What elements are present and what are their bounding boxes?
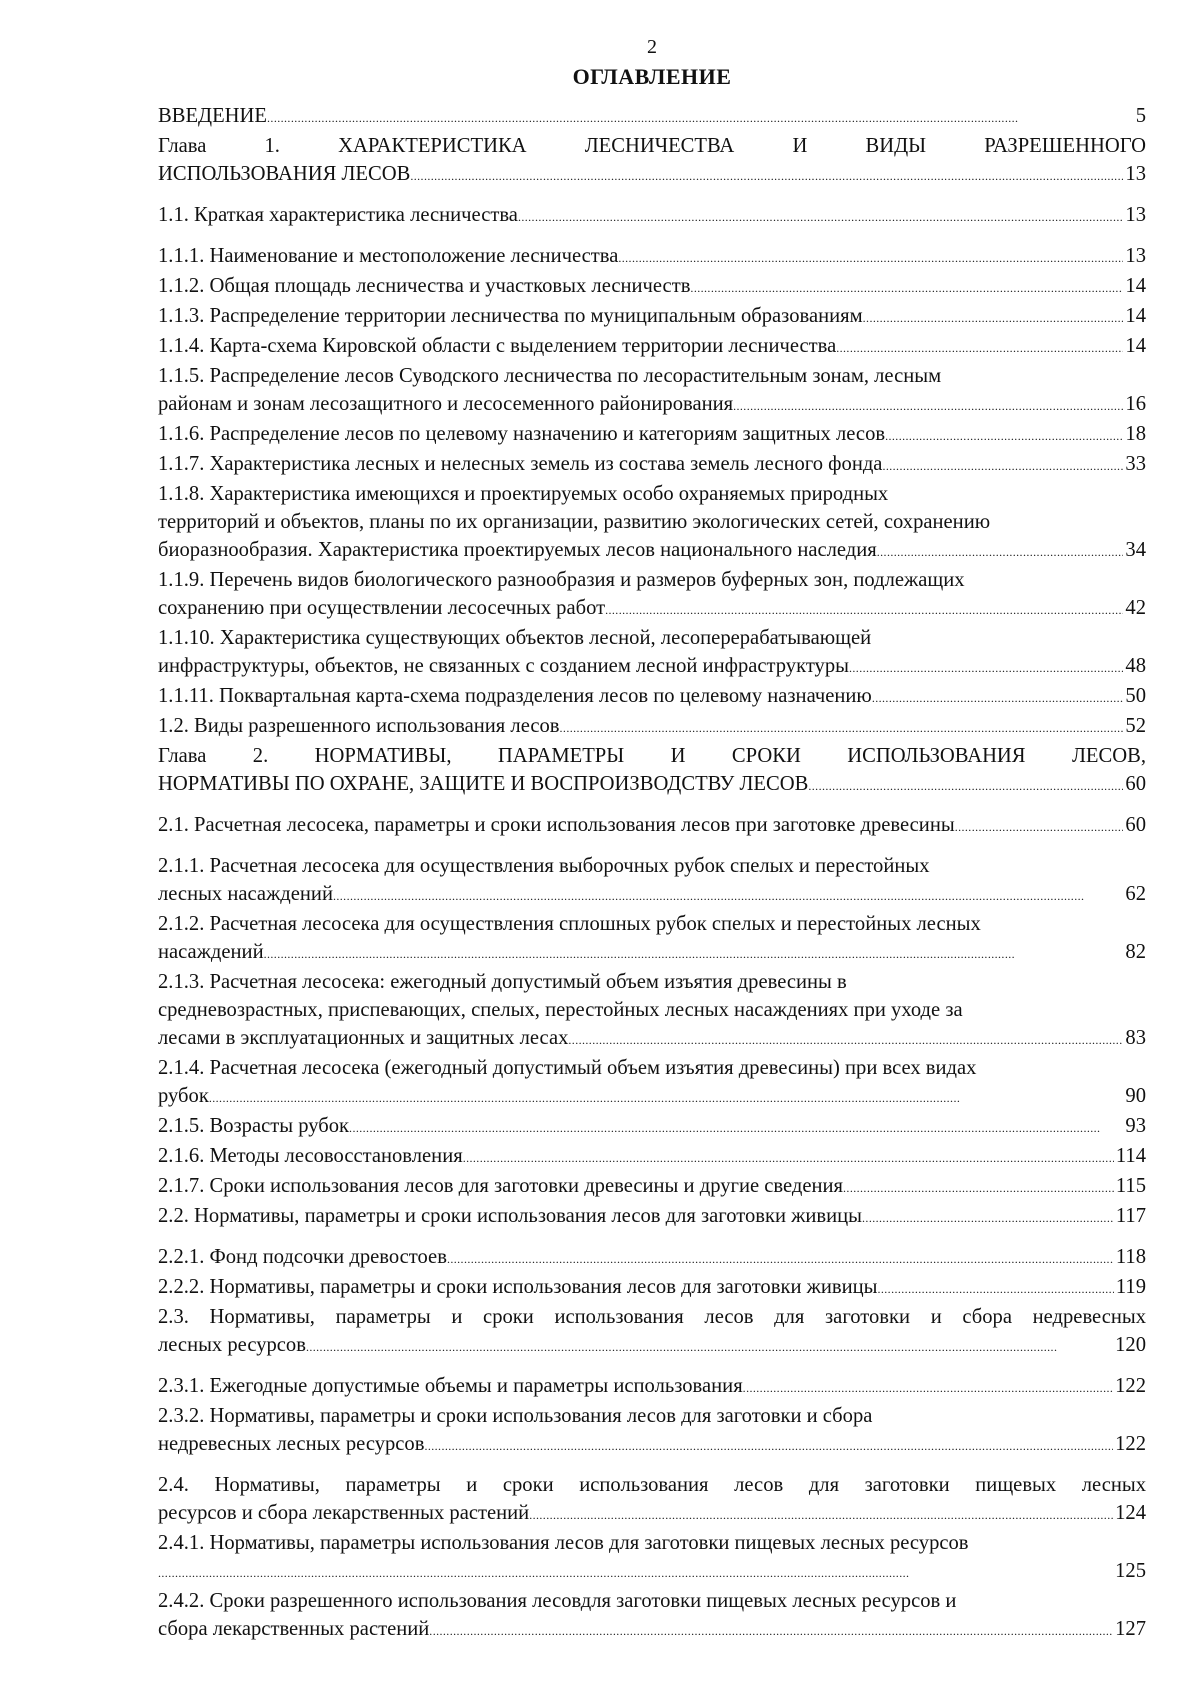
toc-page-number: 124: [1115, 1502, 1146, 1524]
toc-entry-title: 2.2. Нормативы, параметры и сроки использования лесов для заготовки живицы: [158, 1205, 863, 1227]
dot-leader: [862, 1202, 1114, 1232]
toc-entry-title: ресурсов и сбора лекарственных растений: [158, 1502, 530, 1524]
toc-entry-line: 2.1.1. Расчетная лесосека для осуществления выборочных рубок спелых и перестойных: [158, 855, 930, 877]
dot-leader: [836, 332, 1123, 362]
toc-entry-title: 2.1. Расчетная лесосека, параметры и сроки использования лесов при заготовке древесины: [158, 814, 955, 836]
toc-entry-line: 2.3.2. Нормативы, параметры и сроки использования лесов для заготовки и сбора: [158, 1405, 873, 1427]
dot-leader: [877, 536, 1124, 566]
toc-entry-last-line: [158, 160, 1146, 190]
toc-page-number: 122: [1115, 1433, 1146, 1455]
toc-page-number: 60: [1125, 814, 1146, 836]
toc-entry[interactable]: [158, 1243, 1146, 1273]
toc-entry-line: 1.1.9. Перечень видов биологического разнообразия и размеров буферных зон, подлежащих: [158, 569, 965, 591]
toc-page-number: 125: [1115, 1560, 1146, 1582]
toc-entry-title: 1.2. Виды разрешенного использования лесов: [158, 715, 560, 737]
toc-entry[interactable]: [158, 1273, 1146, 1303]
toc-entry[interactable]: [158, 1402, 1146, 1460]
toc-entry-line: 2.1.2. Расчетная лесосека для осуществления сплошных рубок спелых и перестойных лесных: [158, 913, 981, 935]
toc-page-number: 117: [1115, 1205, 1146, 1227]
toc-entry[interactable]: [158, 1529, 1146, 1587]
dot-leader: [808, 770, 1123, 800]
toc-entry-last-line: [158, 390, 1146, 420]
toc-entry-last-line: [158, 332, 1146, 362]
dot-leader: [743, 1372, 1113, 1402]
dot-leader: [849, 652, 1123, 682]
toc-page-number: 50: [1125, 685, 1146, 707]
toc-page-number: 118: [1115, 1246, 1146, 1268]
toc-entry-line: 2.1.3. Расчетная лесосека: ежегодный допустимый объем изъятия древесины в: [158, 971, 847, 993]
toc-entry[interactable]: [158, 1471, 1146, 1529]
toc-entry-title: недревесных лесных ресурсов: [158, 1433, 425, 1455]
toc-entry-last-line: [158, 712, 1146, 742]
toc-entry-line: 2.4. Нормативы, параметры и сроки использования лесов для заготовки пищевых лесных: [158, 1474, 1146, 1496]
dot-leader: [333, 880, 1123, 910]
toc-entry[interactable]: [158, 201, 1146, 231]
toc-page-number: 33: [1125, 453, 1146, 475]
dot-leader: [429, 1615, 1113, 1645]
toc-entry[interactable]: [158, 480, 1146, 566]
toc-entry-title: 1.1.2. Общая площадь лесничества и участковых лесничеств: [158, 275, 691, 297]
toc-entry[interactable]: [158, 910, 1146, 968]
toc-entry-last-line: [158, 1331, 1146, 1361]
toc-entry-line: 1.1.10. Характеристика существующих объектов лесной, лесоперерабатывающей: [158, 627, 872, 649]
toc-entry-last-line: [158, 302, 1146, 332]
toc-entry-last-line: [158, 450, 1146, 480]
toc-entry[interactable]: [158, 1112, 1146, 1142]
toc-entry-title: 1.1.3. Распределение территории лесничества по муниципальным образованиям: [158, 305, 863, 327]
toc-page-number: 62: [1125, 883, 1146, 905]
toc-entry-title: 1.1.4. Карта-схема Кировской области с выделением территории лесничества: [158, 335, 837, 357]
toc-entry-last-line: [158, 938, 1146, 968]
toc-entry-title: инфраструктуры, объектов, не связанных с созданием лесной инфраструктуры: [158, 655, 849, 677]
document-page: [158, 34, 1146, 1645]
dot-leader: [882, 450, 1123, 480]
toc-entry-last-line: [158, 652, 1146, 682]
toc-entry-last-line: [158, 1557, 1146, 1587]
toc-entry-title: 2.2.1. Фонд подсочки древостоев: [158, 1246, 447, 1268]
toc-entry-line: средневозрастных, приспевающих, спелых, перестойных лесных насаждениях при уходе за: [158, 999, 963, 1021]
toc-entry[interactable]: [158, 742, 1146, 800]
toc-page-number: 14: [1125, 305, 1146, 327]
toc-entry-title: биоразнообразия. Характеристика проектируемых лесов национального наследия: [158, 539, 877, 561]
toc-page-number: 120: [1115, 1334, 1146, 1356]
toc-entry[interactable]: [158, 1054, 1146, 1112]
toc-entry[interactable]: [158, 811, 1146, 841]
dot-leader: [568, 1024, 1123, 1054]
toc-page-number: 13: [1125, 163, 1146, 185]
dot-leader: [877, 1273, 1113, 1303]
toc-entry[interactable]: [158, 132, 1146, 190]
toc-entry-title: 1.1.11. Поквартальная карта-схема подразделения лесов по целевому назначению: [158, 685, 872, 707]
toc-entry-title: 2.2.2. Нормативы, параметры и сроки использования лесов для заготовки живицы: [158, 1276, 878, 1298]
toc-page-number: 122: [1115, 1375, 1146, 1397]
toc-entry-title: 2.1.6. Методы лесовосстановления: [158, 1145, 463, 1167]
toc-entry[interactable]: [158, 1372, 1146, 1402]
toc-entry[interactable]: [158, 852, 1146, 910]
toc-entry[interactable]: [158, 968, 1146, 1054]
toc-entry-line: 2.3. Нормативы, параметры и сроки использования лесов для заготовки и сбора недревесных: [158, 1306, 1146, 1328]
toc-page-number: 13: [1125, 204, 1146, 226]
toc-entry-last-line: [158, 1615, 1146, 1645]
dot-leader: [872, 682, 1124, 712]
toc-entry-last-line: [158, 420, 1146, 450]
toc-entry-title: лесных насаждений: [158, 883, 333, 905]
dot-leader: [209, 1082, 1124, 1112]
toc-entry-title: НОРМАТИВЫ ПО ОХРАНЕ, ЗАЩИТЕ И ВОСПРОИЗВОДСТВУ ЛЕСОВ: [158, 773, 809, 795]
toc-page-number: 16: [1125, 393, 1146, 415]
toc-entry-last-line: [158, 682, 1146, 712]
toc-entry-last-line: [158, 1430, 1146, 1460]
toc-entry-title: насаждений: [158, 941, 264, 963]
dot-leader: [267, 102, 1134, 132]
toc-page-number: 119: [1115, 1276, 1146, 1298]
toc-entry[interactable]: [158, 1587, 1146, 1645]
dot-leader: [264, 938, 1124, 968]
toc-entry-line: Глава 2. НОРМАТИВЫ, ПАРАМЕТРЫ И СРОКИ ИСПОЛЬЗОВАНИЯ ЛЕСОВ,: [158, 745, 1146, 767]
toc-entry-line: 2.4.1. Нормативы, параметры использования лесов для заготовки пищевых лесных ресурсов: [158, 1532, 969, 1554]
toc-page-number: 60: [1125, 773, 1146, 795]
toc-entry-last-line: [158, 1112, 1146, 1142]
toc-entry[interactable]: [158, 1202, 1146, 1232]
toc-entry-title: лесами в эксплуатационных и защитных лесах: [158, 1027, 569, 1049]
toc-page-number: 13: [1125, 245, 1146, 267]
toc-entry[interactable]: [158, 1142, 1146, 1172]
toc-entry-last-line: [158, 1372, 1146, 1402]
toc-entry-title: 1.1.1. Наименование и местоположение лесничества: [158, 245, 619, 267]
toc-entry-last-line: [158, 1142, 1146, 1172]
dot-leader: [518, 201, 1123, 231]
dot-leader: [158, 1557, 1113, 1587]
toc-entry-last-line: [158, 201, 1146, 231]
toc-entry-title: 2.1.7. Сроки использования лесов для заготовки древесины и другие сведения: [158, 1175, 844, 1197]
dot-leader: [463, 1142, 1114, 1172]
toc-entry-last-line: [158, 272, 1146, 302]
toc-entry[interactable]: [158, 302, 1146, 332]
toc-entry-line: 1.1.5. Распределение лесов Суводского лесничества по лесорастительным зонам, лесным: [158, 365, 942, 387]
toc-entry-last-line: [158, 242, 1146, 272]
toc-entry-last-line: [158, 1024, 1146, 1054]
dot-leader: [863, 302, 1124, 332]
toc-entry[interactable]: [158, 102, 1146, 132]
toc-entry-title: ВВЕДЕНИЕ: [158, 105, 268, 127]
dot-leader: [690, 272, 1123, 302]
toc-entry-last-line: [158, 880, 1146, 910]
toc-entry[interactable]: [158, 1172, 1146, 1202]
toc-entry-title: ИСПОЛЬЗОВАНИЯ ЛЕСОВ: [158, 163, 411, 185]
toc-entry-title: сохранению при осуществлении лесосечных работ: [158, 597, 606, 619]
dot-leader: [733, 390, 1123, 420]
toc-page-number: 52: [1125, 715, 1146, 737]
toc-page-number: 5: [1135, 105, 1146, 127]
toc-page-number: 83: [1125, 1027, 1146, 1049]
toc-entry-title: 1.1.6. Распределение лесов по целевому назначению и категориям защитных лесов: [158, 423, 886, 445]
toc-entry-title: 2.1.5. Возрасты рубок: [158, 1115, 350, 1137]
toc-entry-title: сбора лекарственных растений: [158, 1618, 430, 1640]
toc-entry[interactable]: [158, 362, 1146, 420]
toc-entry-line: Глава 1. ХАРАКТЕРИСТИКА ЛЕСНИЧЕСТВА И ВИДЫ РАЗРЕШЕННОГО: [158, 135, 1146, 157]
toc-page-number: 14: [1125, 335, 1146, 357]
page-number: 2: [647, 36, 657, 58]
toc-entry-last-line: [158, 594, 1146, 624]
toc-page-number: 127: [1115, 1618, 1146, 1640]
toc-entry-last-line: [158, 1202, 1146, 1232]
dot-leader: [955, 811, 1124, 841]
toc-entry-line: 2.1.4. Расчетная лесосека (ежегодный допустимый объем изъятия древесины) при всех видах: [158, 1057, 977, 1079]
dot-leader: [349, 1112, 1123, 1142]
table-of-contents: [158, 102, 1146, 1645]
toc-entry[interactable]: [158, 682, 1146, 712]
dot-leader: [410, 160, 1123, 190]
toc-entry-last-line: [158, 1499, 1146, 1529]
toc-entry-last-line: [158, 1273, 1146, 1303]
dot-leader: [618, 242, 1123, 272]
toc-entry-title: рубок: [158, 1085, 209, 1107]
dot-leader: [885, 420, 1123, 450]
toc-page-number: 42: [1125, 597, 1146, 619]
toc-entry-last-line: [158, 102, 1146, 132]
dot-leader: [560, 712, 1124, 742]
toc-page-number: 115: [1115, 1175, 1146, 1197]
toc-entry[interactable]: [158, 242, 1146, 272]
toc-page-number: 93: [1125, 1115, 1146, 1137]
toc-entry[interactable]: [158, 272, 1146, 302]
dot-leader: [843, 1172, 1114, 1202]
toc-page-number: 14: [1125, 275, 1146, 297]
toc-entry[interactable]: [158, 450, 1146, 480]
toc-page-number: 90: [1125, 1085, 1146, 1107]
toc-entry[interactable]: [158, 712, 1146, 742]
toc-page-number: 34: [1125, 539, 1146, 561]
toc-entry-title: 1.1. Краткая характеристика лесничества: [158, 204, 518, 226]
dot-leader: [306, 1331, 1113, 1361]
toc-entry[interactable]: [158, 624, 1146, 682]
toc-entry-last-line: [158, 811, 1146, 841]
toc-entry[interactable]: [158, 420, 1146, 450]
dot-leader: [424, 1430, 1113, 1460]
toc-entry-last-line: [158, 1243, 1146, 1273]
toc-entry-title: районам и зонам лесозащитного и лесосеменного районирования: [158, 393, 734, 415]
toc-entry[interactable]: [158, 332, 1146, 362]
toc-entry-last-line: [158, 536, 1146, 566]
toc-entry-title: 1.1.7. Характеристика лесных и нелесных земель из состава земель лесного фонда: [158, 453, 883, 475]
toc-page-number: 82: [1125, 941, 1146, 963]
toc-entry-line: 2.4.2. Сроки разрешенного использования лесовдля заготовки пищевых лесных ресурсов и: [158, 1590, 957, 1612]
toc-entry-last-line: [158, 1172, 1146, 1202]
dot-leader: [447, 1243, 1114, 1273]
toc-entry[interactable]: [158, 566, 1146, 624]
toc-entry-title: лесных ресурсов: [158, 1334, 306, 1356]
dot-leader: [529, 1499, 1113, 1529]
toc-entry-last-line: [158, 770, 1146, 800]
toc-page-number: 18: [1125, 423, 1146, 445]
toc-entry-line: 1.1.8. Характеристика имеющихся и проектируемых особо охраняемых природных: [158, 483, 889, 505]
toc-entry-line: территорий и объектов, планы по их организации, развитию экологических сетей, сохранению: [158, 511, 991, 533]
toc-page-number: 114: [1115, 1145, 1146, 1167]
toc-entry-last-line: [158, 1082, 1146, 1112]
toc-entry[interactable]: [158, 1303, 1146, 1361]
toc-page-number: 48: [1125, 655, 1146, 677]
toc-entry-title: 2.3.1. Ежегодные допустимые объемы и параметры использования: [158, 1375, 743, 1397]
dot-leader: [605, 594, 1123, 624]
page-title: ОГЛАВЛЕНИЕ: [572, 64, 732, 89]
